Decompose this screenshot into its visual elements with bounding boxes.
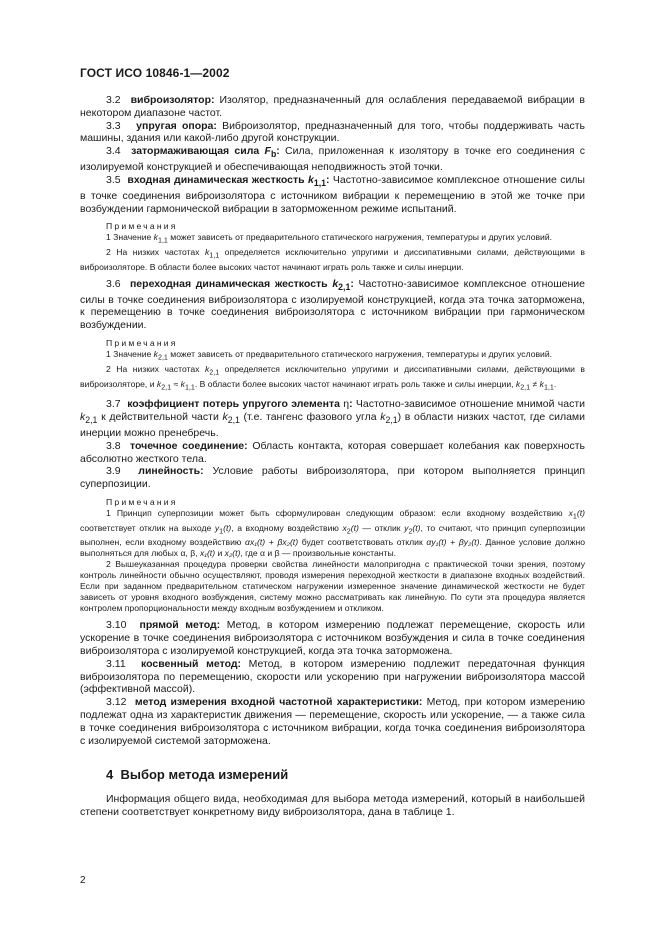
argument: (t) — [412, 522, 421, 533]
note-text: соответствует отклик на выходе — [80, 522, 215, 533]
definition-text: Сила, приложенная к изолятору в точке его соединения с изолируемой конструкцией и обеспечивающая неподвижность этой точки. — [80, 145, 586, 174]
definition-3-9 — [80, 465, 585, 491]
section-heading — [106, 767, 585, 783]
definition-3-3 — [80, 120, 585, 146]
symbol: k — [515, 378, 521, 389]
definition-text: Частотно-зависимое комплексное отношение силы в точке соединения виброизолятора с изолируемой конструкцией, когда эта точка заторможена, к перемещению в точке соединения виброизолятора с источником вибрации при гармоническом возбуждении. — [80, 277, 585, 332]
symbol: k — [204, 247, 210, 258]
argument: (t) — [350, 522, 359, 533]
note-3-9-1 — [80, 508, 585, 559]
definition-3-4 — [80, 145, 585, 174]
term: затормаживающая сила — [131, 145, 260, 158]
note-text: , то считают, что принцип суперпозиции выполнен, если входному воздействию — [80, 522, 585, 548]
document-body — [80, 94, 585, 819]
note-text: может зависеть от предварительного статического нагружения, температуры и других условий. — [167, 232, 553, 243]
note-3-6-2 — [80, 364, 585, 393]
argument: (t) — [576, 507, 585, 518]
definition-text: к действительной части — [97, 411, 223, 424]
definition-text: Изолятор, предназначенный для ослабления передаваемой вибрации в некотором диапазоне частот. — [80, 94, 586, 119]
term: входная динамическая жесткость — [127, 173, 305, 186]
symbol: k — [332, 277, 339, 290]
note-text: 1 Значение — [106, 349, 154, 360]
definition-3-12 — [80, 696, 585, 747]
operator: ≠ — [530, 378, 540, 389]
formula: αy₁(t) + βy₂(t) — [426, 537, 480, 548]
definition-text: Частотно-зависимое комплексное отношение силы в точке соединения виброизолятора с источником вибрации к перемещению в этой же точке при возбуждении гармонической вибрации в заторможенном режиме испытаний. — [80, 173, 585, 215]
note-text: может зависеть от предварительного статического нагружения, температуры и других условий. — [167, 349, 553, 360]
document-header: ГОСТ ИСО 10846-1—2002 — [80, 66, 230, 80]
definition-text: Метод, в котором измерению подлежит передаточная функция виброизолятора по перемещению, скорости или ускорению при нагружении виброизолятора массой (эффективной массой). — [80, 657, 585, 696]
symbol: η — [343, 398, 350, 411]
term: коэффициент потерь упругого элемента — [127, 398, 340, 411]
section-title: Выбор метода измерений — [120, 767, 289, 783]
clause-number: 3.10 — [106, 619, 127, 632]
definition-text: Условие работы виброизолятора, при котором выполняется принцип суперпозиции. — [80, 465, 586, 491]
colon: : — [349, 398, 353, 411]
formula: x₂(t) — [224, 548, 241, 559]
clause-number: 3.7 — [106, 398, 121, 411]
colon: : — [276, 145, 280, 158]
definition-3-5 — [80, 174, 585, 215]
definition-text: Метод, при котором измерению подлежат одна из характеристик движения — перемещение, скорость или ускорение, — а также сила в точке соединения виброизолятора с источником вибрации, когда точка соединения виброизолятора с изолируемой системой заторможена. — [80, 696, 585, 747]
note-3-9-2: 2 Вышеуказанная процедура проверки свойства линейности малопригодна с практической точки зрения, поэтому контроль линейности обычно осуществляют, проводя измерения переходной жесткости в диапазоне входных воздействий. Если при заданном предварительном статическом нагружении измеренное значение динамической жесткости не будет зависеть от уровня входного возбуждения, систему можно рассматривать как линейную. По сути эта процедура является контролем пропорциональности между входным возбуждением и откликом. — [80, 559, 585, 614]
note-text: 1 Значение — [106, 232, 154, 243]
definition-text: Виброизолятор, предназначенный для того, чтобы поддерживать часть машины, здания или какой-либо другой конструкции. — [80, 119, 585, 145]
clause-number: 3.4 — [106, 145, 121, 158]
clause-number: 3.9 — [106, 465, 121, 478]
subscript: 1,1 — [543, 383, 554, 392]
definition-3-10 — [80, 619, 585, 657]
note-text: , а входному воздействию — [231, 522, 343, 533]
clause-number: 3.5 — [106, 173, 121, 186]
term: переходная динамическая жесткость — [129, 277, 328, 290]
notes-heading: Примечания — [106, 338, 178, 349]
term: линейность: — [138, 465, 204, 478]
clause-number: 3.3 — [106, 119, 121, 132]
definition-text: Область контакта, которая совершает колебания как поверхность абсолютно жесткого тела. — [80, 439, 585, 465]
note-text: 1 Принцип суперпозиции может быть сформулирован следующим образом: если входному воздействию — [106, 507, 569, 518]
formula: αx₁(t) + βx₂(t) — [245, 537, 299, 548]
notes-heading: Примечания — [106, 496, 178, 507]
subscript: 1,1 — [157, 237, 168, 246]
definition-3-6 — [80, 278, 585, 332]
subscript: 2 — [408, 527, 413, 536]
clause-number: 3.12 — [106, 696, 127, 709]
subscript: 1 — [219, 527, 224, 536]
symbol: k — [80, 411, 86, 424]
symbol: k — [380, 411, 386, 424]
note-text: и — [215, 548, 225, 559]
note-text: определяется исключительно упругими и диссипативными силами, действующими в виброизоляторе. В области более высоких частот начинают играть роль также и силы инерции. — [80, 247, 585, 272]
symbol: k — [204, 363, 210, 374]
subscript: 1 — [572, 512, 577, 521]
symbol: F — [264, 145, 271, 158]
subscript: 2,1 — [385, 415, 398, 426]
subscript: 2,1 — [161, 383, 172, 392]
note-text: , где α и β — произвольные константы. — [240, 548, 397, 559]
note-text: — отклик — [358, 522, 405, 533]
operator: ≈ — [171, 378, 181, 389]
subscript: 2,1 — [520, 383, 531, 392]
term: виброизолятор: — [130, 94, 215, 106]
subscript: 2 — [346, 527, 351, 536]
note-text: . Данное условие должно выполняться для любых α, β, — [80, 537, 585, 559]
notes-heading: Примечания — [106, 221, 178, 232]
formula: x₁(t) — [199, 548, 216, 559]
definition-text: (т.е. тангенс фазового угла — [239, 411, 381, 424]
note-3-6-1 — [80, 349, 585, 364]
clause-number: 3.11 — [106, 657, 126, 670]
note-text: 2 На низких частотах — [106, 363, 205, 374]
section-number: 4 — [106, 767, 114, 783]
section-4-paragraph: Информация общего вида, необходимая для выбора метода измерений, который в наибольшей степени соответствует конкретному виду виброизолятора, дана в таблице 1. — [80, 793, 585, 819]
term: прямой метод: — [139, 619, 221, 632]
clause-number: 3.8 — [106, 439, 121, 452]
symbol: y — [404, 522, 409, 533]
definition-text: ) в области низких частот, где силами инерции можно пренебречь. — [80, 411, 586, 439]
note-text: . — [553, 378, 557, 389]
note-3-5-1 — [80, 232, 585, 247]
clause-number: 3.6 — [106, 277, 121, 290]
subscript: 1,1 — [184, 383, 195, 392]
symbol: x — [342, 522, 347, 533]
subscript: 2,1 — [85, 415, 98, 426]
definition-text: Метод, в котором измерению подлежат перемещение, скорость или ускорение в точке соединения виброизолятора с источником возбуждения и сила в точке соединения виброизолятора с изолируемой конструкцией, когда эта точка заторможена. — [80, 619, 585, 657]
note-text: будет соответствовать отклик — [298, 537, 427, 548]
symbol: k — [153, 349, 158, 360]
definition-3-11 — [80, 658, 585, 696]
subscript: 2,1 — [227, 415, 240, 426]
definition-3-8 — [80, 440, 585, 466]
definition-3-7 — [80, 398, 585, 439]
term: метод измерения входной частотной характеристики: — [134, 696, 423, 709]
subscript: 2,1 — [338, 281, 351, 292]
symbol: k — [156, 378, 162, 389]
note-3-5-2 — [80, 247, 585, 273]
page-number: 2 — [80, 875, 86, 886]
definition-text: Частотно-зависимое отношение мнимой части — [352, 398, 586, 411]
colon: : — [326, 173, 330, 186]
symbol: k — [222, 411, 228, 424]
argument: (t) — [223, 522, 232, 533]
subscript: 2,1 — [157, 353, 168, 362]
term: упругая опора: — [136, 119, 217, 132]
symbol: x — [568, 507, 573, 518]
term: точечное соединение: — [129, 439, 248, 452]
symbol: k — [180, 378, 185, 389]
subscript: 1,1 — [313, 177, 327, 188]
note-text: определяется исключительно упругими и диссипативными силами, действующими в виброизоляторе, и — [80, 363, 585, 389]
subscript: b — [270, 149, 277, 160]
symbol: k — [539, 378, 544, 389]
subscript: 2,1 — [209, 368, 220, 377]
term: косвенный метод: — [140, 657, 242, 670]
subscript: 1,1 — [209, 251, 220, 260]
colon: : — [350, 277, 354, 290]
definition-3-2 — [80, 94, 585, 120]
clause-number: 3.2 — [106, 94, 121, 106]
symbol: k — [153, 232, 158, 243]
symbol: k — [308, 173, 314, 186]
note-text: 2 На низких частотах — [106, 247, 205, 258]
note-text: . В области более высоких частот начинают играть роль также и силы инерции, — [194, 378, 516, 389]
symbol: y — [214, 522, 220, 533]
